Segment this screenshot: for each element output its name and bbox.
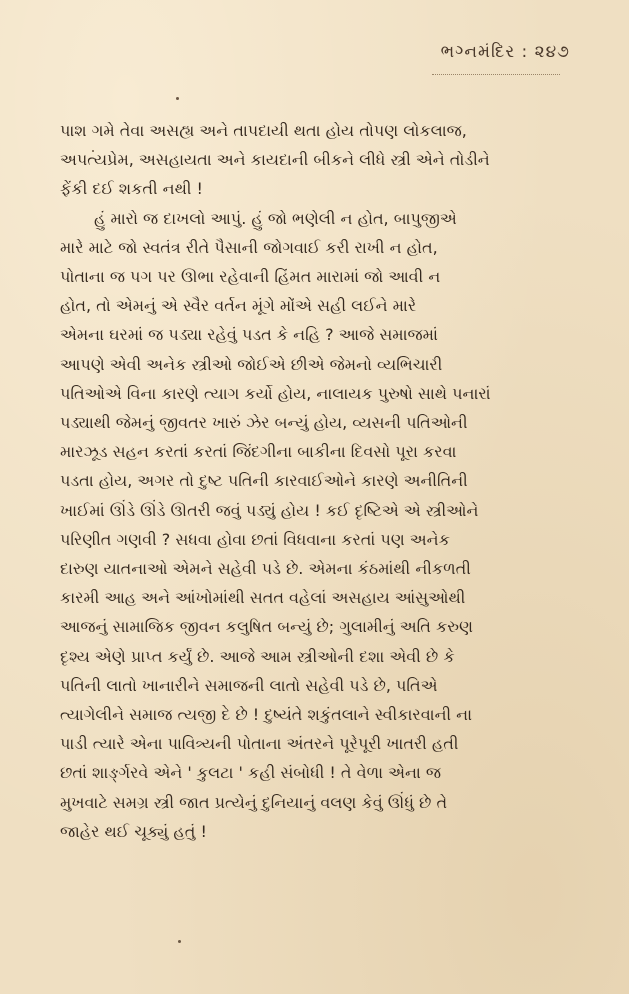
text-line: પોતાના જ પગ પર ઊભા રહેવાની હિંમત મારામાં જો આવી ન [60, 267, 441, 287]
text-line: આપણે એવી અનેક સ્ત્રીઓ જોઈએ છીએ જેમનો વ્યભિચારી [60, 354, 443, 374]
text-line: અપત્યપ્રેમ, અસહાયતા અને કાયદાની બીકને લીધે સ્ત્રી એને તોડીને [60, 150, 490, 170]
text-line: મુખવાટે સમગ્ર સ્ત્રી જાત પ્રત્યેનું દુનિયાનું વલણ કેવું ઊંધું છે તે [60, 792, 448, 812]
paragraph-start-line: હું મારો જ દાખલો આપું. હું જો ભણેલી ન હોત, બાપુજીએ [94, 208, 457, 228]
text-line: કારમી આહ અને આંખોમાંથી સતત વહેલાં અસહાય આંસુઓથી [60, 588, 466, 608]
header-rule [432, 74, 560, 75]
text-line: પરિણીત ગણવી ? સધવા હોવા છતાં વિધવાના કરતાં પણ અનેક [60, 529, 450, 549]
text-line: પાડી ત્યારે એના પાવિત્ર્યની પોતાના અંતરને પૂરેપૂરી ખાતરી હતી [60, 734, 459, 754]
text-line: જાહેર થઈ ચૂક્યું હતું ! [60, 821, 207, 841]
running-head: ભગ્નમંદિર : ૨૪૭ [440, 42, 570, 62]
text-line: હોત, તો એમનું એ સ્વૈર વર્તન મૂંગે મોંએ સહી લઈને મારે [60, 296, 417, 316]
text-line: પાશ ગમે તેવા અસહ્ય અને તાપદાયી થતા હોય તોપણ લોકલાજ, [60, 121, 467, 140]
text-line: પતિની લાતો ખાનારીને સમાજની લાતો સહેવી પડે છે, પતિએ [60, 675, 438, 695]
text-line: આજનું સામાજિક જીવન કલુષિત બન્યું છે; ગુલામીનું અતિ કરુણ [60, 617, 473, 637]
text-line: મારે માટે જો સ્વતંત્ર રીતે પૈસાની જોગવાઈ કરી રાખી ન હોત, [60, 237, 438, 257]
text-line: છતાં શાર્ઙ્ગરવે એને ' કુલટા ' કહી સંબોધી ! તે વેળા એના જ [60, 763, 442, 783]
text-line: દારુણ યાતનાઓ એમને સહેવી પડે છે. એમના કંઠમાંથી નીકળતી [60, 559, 471, 579]
text-line: પડ્યાથી જેમનું જીવતર ખારું ઝેર બન્યું હોય, વ્યસની પતિઓની [60, 413, 468, 433]
text-line: પડતા હોય, અગર તો દુષ્ટ પતિની કારવાઈઓને કારણે અનીતિની [60, 471, 468, 491]
text-line: ત્યાગેલીને સમાજ ત્યજી દે છે ! દુષ્યંતે શકુંતલાને સ્વીકારવાની ના [60, 705, 473, 725]
body-text [60, 116, 560, 846]
text-line: ખાઈમાં ઊંડે ઊંડે ઊતરી જવું પડ્યું હોય ! કઈ દૃષ્ટિએ એ સ્ત્રીઓને [60, 500, 479, 520]
paper-speck [178, 940, 181, 943]
text-line: ફેંકી દઈ શકતી નથી ! [60, 179, 203, 199]
text-line: એમના ઘરમાં જ પડ્યા રહેવું પડત કે નહિ ? આજે સમાજમાં [60, 325, 438, 345]
text-line: દૃશ્ય એણે પ્રાપ્ત કર્યું છે. આજે આમ સ્ત્રીઓની દશા એવી છે કે [60, 646, 455, 666]
text-line: મારઝૂડ સહન કરતાં કરતાં જિંદગીના બાકીના દિવસો પૂરા કરવા [60, 442, 457, 462]
paper-speck [176, 97, 179, 100]
text-line: પતિઓએ વિના કારણે ત્યાગ કર્યો હોય, નાલાયક પુરુષો સાથે પનારાં [60, 383, 491, 403]
